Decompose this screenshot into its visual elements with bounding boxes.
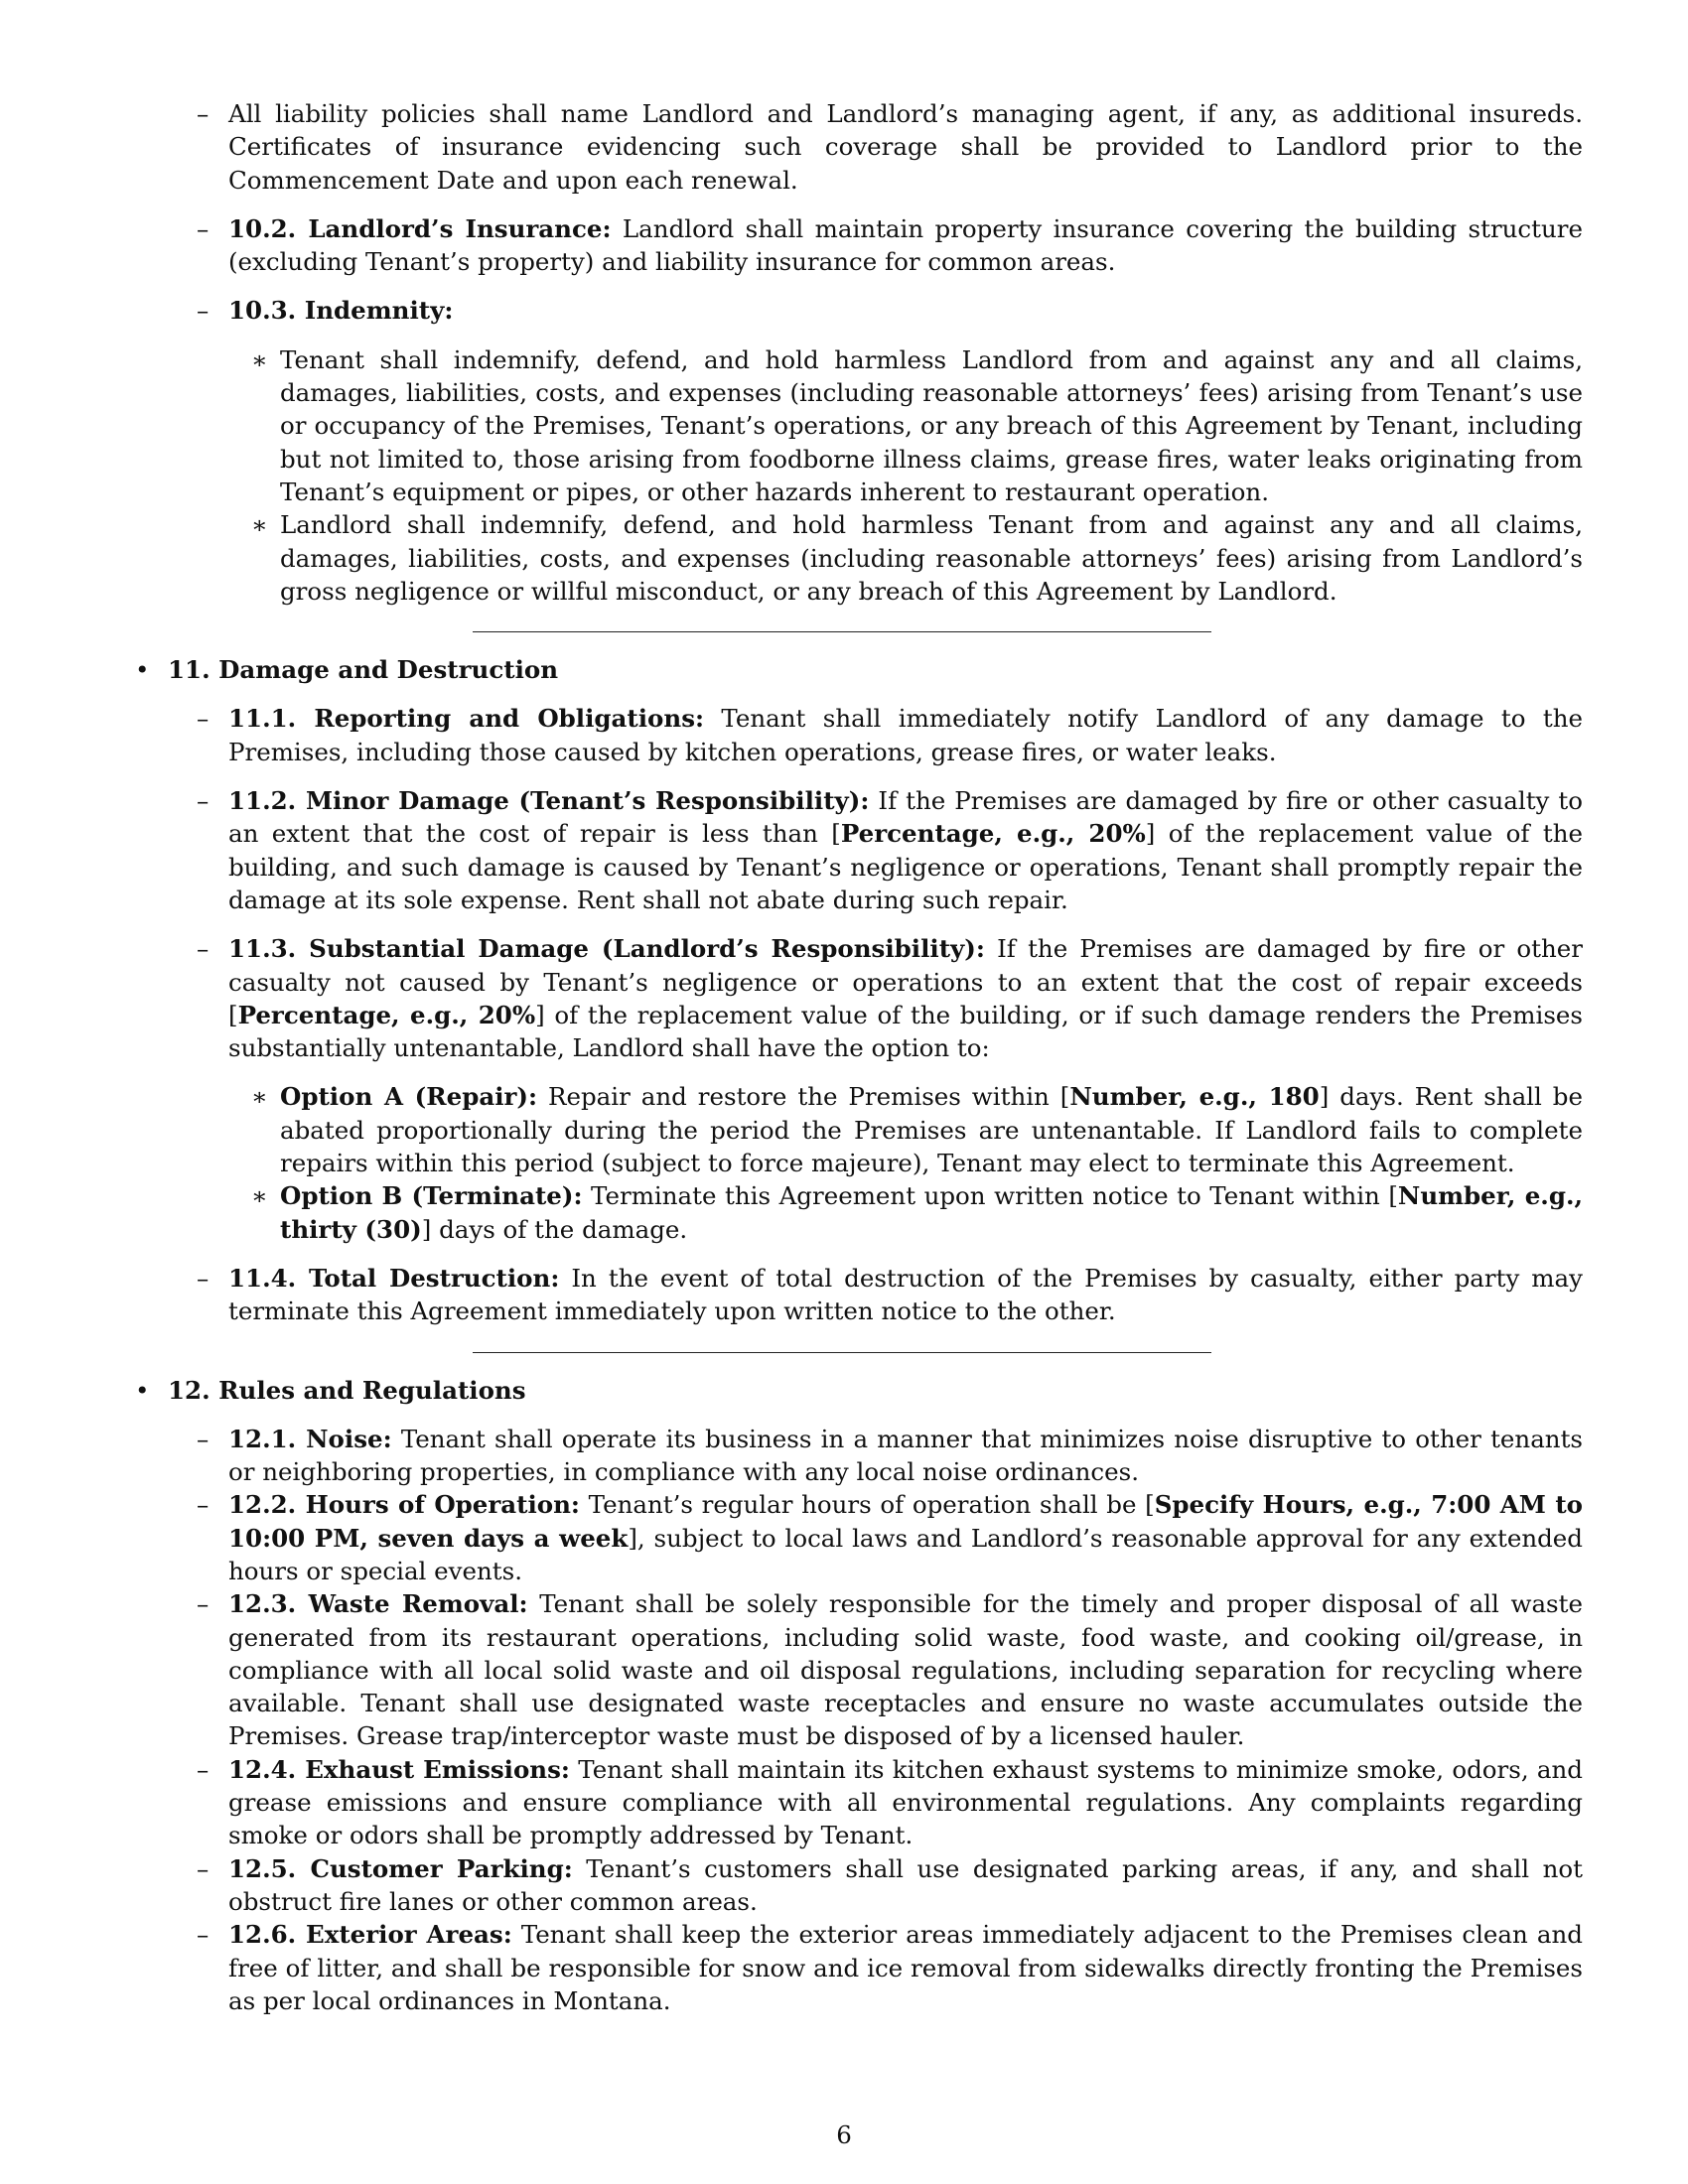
clause-label-11-4: 11.4. Total Destruction: [228, 1263, 560, 1293]
dash-marker: – [197, 1424, 210, 1453]
clause-label-11-3: 11.3. Substantial Damage (Landlord’s Responsibility): [228, 934, 985, 964]
dash-marker: – [197, 786, 210, 816]
section-title-11: 11. Damage and Destruction [168, 655, 559, 685]
clause-text-12-3: Tenant shall be solely responsible for the timely and proper disposal of all waste generated from its restaurant operations, including solid waste, food waste, and cooking oil/grease, in compliance with all local solid waste and oil disposal regulations, including separation for recycling where available. Tenant shall use designated waste receptacles and ensure no waste accumulates outside the Premises. Grease trap/interceptor waste must be disposed of by a licensed hauler. [228, 1589, 1583, 1751]
section-heading-12 [135, 1374, 1583, 1407]
section-title-12: 12. Rules and Regulations [168, 1375, 526, 1405]
list-item-11-2 [135, 784, 1583, 916]
dash-marker: – [197, 1490, 210, 1520]
list-item-12-1 [135, 1423, 1583, 1489]
option-a-label: Option A (Repair): [280, 1082, 538, 1112]
additional-insureds-text: All liability policies shall name Landlord and Landlord’s managing agent, if any, as additional insureds. Certificates of insurance evidencing such coverage shall be provided to Landlord prior to the Commencement Date and upon each renewal. [228, 99, 1583, 195]
placeholder-11-2: Percentage, e.g., 20% [840, 819, 1146, 849]
clause-text-10-2: Landlord shall maintain property insurance covering the building structure (excluding Tenant’s property) and liability insurance for common areas. [228, 213, 1583, 277]
list-item-12-2 [135, 1488, 1583, 1587]
clause-label-12-1: 12.1. Noise: [228, 1424, 392, 1453]
dash-marker: – [197, 1920, 210, 1950]
option-b-label: Option B (Terminate): [280, 1181, 583, 1211]
option-b-item [135, 1179, 1583, 1246]
bullet-marker: • [135, 1375, 150, 1405]
option-b-placeholder: Number, e.g., thirty (30) [280, 1181, 1584, 1244]
clause-label-12-2: 12.2. Hours of Operation: [228, 1490, 580, 1520]
clause-text-11-3a: If the Premises are damaged by fire or other casualty not caused by Tenant’s negligence or operations to an extent that the cost of repair exceeds [ [228, 934, 1583, 1029]
list-item-11-4 [135, 1262, 1583, 1328]
clause-label-12-3: 12.3. Waste Removal: [228, 1589, 528, 1619]
dash-marker: – [197, 704, 210, 734]
star-marker: ∗ [251, 1181, 268, 1211]
clause-text-11-2a: If the Premises are damaged by fire or other casualty to an extent that the cost of repair is less than [ [228, 786, 1583, 849]
star-marker: ∗ [251, 1082, 268, 1112]
list-item-12-6 [135, 1918, 1583, 2017]
section-divider [473, 1352, 1211, 1353]
document-body [135, 97, 1583, 2017]
dash-marker: – [197, 1754, 210, 1784]
dash-marker: – [197, 296, 210, 326]
clause-text-12-1: Tenant shall operate its business in a manner that minimizes noise disruptive to other tenants or neighboring properties, in compliance with any local noise ordinances. [228, 1424, 1583, 1487]
clause-text-12-2a: Tenant’s regular hours of operation shall be [ [579, 1490, 1155, 1520]
option-a-item [135, 1080, 1583, 1179]
dash-marker: – [197, 1853, 210, 1883]
dash-marker: – [197, 1263, 210, 1293]
list-item-12-4 [135, 1753, 1583, 1852]
bullet-marker: • [135, 655, 150, 685]
clause-label-11-2: 11.2. Minor Damage (Tenant’s Responsibility): [228, 786, 870, 816]
option-a-placeholder: Number, e.g., 180 [1069, 1082, 1320, 1112]
page-number: 6 [836, 2120, 852, 2149]
option-a-text-a: Repair and restore the Premises within [ [537, 1082, 1070, 1112]
clause-text-11-3b: ] of the replacement value of the building, or if such damage renders the Premises substantially untenantable, Landlord shall have the option to: [228, 1000, 1583, 1063]
dash-marker: – [197, 1589, 210, 1619]
indemnity-tenant-item [135, 343, 1583, 508]
list-item-12-3 [135, 1587, 1583, 1752]
clause-label-10-2: 10.2. Landlord’s Insurance: [228, 213, 612, 243]
indemnity-landlord-text: Landlord shall indemnify, defend, and hold harmless Tenant from and against any and all claims, damages, liabilities, costs, and expenses (including reasonable attorneys’ fees) arising from Landlord’s gross negligence or willful misconduct, or any breach of this Agreement by Landlord. [280, 510, 1583, 606]
indemnity-landlord-item [135, 508, 1583, 608]
list-item-12-5 [135, 1852, 1583, 1919]
option-b-text-a: Terminate this Agreement upon written notice to Tenant within [ [582, 1181, 1398, 1211]
dash-marker: – [197, 213, 210, 243]
clause-label-11-1: 11.1. Reporting and Obligations: [228, 704, 705, 734]
clause-text-12-5: Tenant’s customers shall use designated parking areas, if any, and shall not obstruct fire lanes or other common areas. [228, 1853, 1583, 1916]
clause-text-12-2b: ], subject to local laws and Landlord’s reasonable approval for any extended hours or special events. [228, 1523, 1583, 1585]
clause-text-12-6: Tenant shall keep the exterior areas immediately adjacent to the Premises clean and free of litter, and shall be responsible for snow and ice removal from sidewalks directly fronting the Premises as per local ordinances in Montana. [228, 1920, 1583, 2015]
list-item-additional-insureds [135, 97, 1583, 197]
placeholder-12-2: Specify Hours, e.g., 7:00 AM to 10:00 PM, seven days a week [228, 1490, 1583, 1553]
option-a-text-b: ] days. Rent shall be abated proportionally during the period the Premises are untenantable. If Landlord fails to complete repairs within this period (subject to force majeure), Tenant may elect to terminate this Agreement. [280, 1082, 1583, 1178]
dash-marker: – [197, 934, 210, 964]
section-heading-11 [135, 653, 1583, 686]
list-item-11-1 [135, 702, 1583, 768]
placeholder-11-3: Percentage, e.g., 20% [237, 1000, 536, 1029]
clause-text-11-2b: ] of the replacement value of the building, and such damage is caused by Tenant’s negligence or operations, Tenant shall promptly repair the damage at its sole expense. Rent shall not abate during such repair. [228, 819, 1583, 914]
section-divider [473, 631, 1211, 632]
clause-label-12-4: 12.4. Exhaust Emissions: [228, 1754, 570, 1784]
star-marker: ∗ [251, 344, 268, 374]
clause-label-12-6: 12.6. Exterior Areas: [228, 1920, 512, 1950]
list-item-11-3 [135, 932, 1583, 1064]
star-marker: ∗ [251, 510, 268, 540]
option-b-text-b: ] days of the damage. [421, 1214, 688, 1244]
clause-text-11-4: In the event of total destruction of the Premises by casualty, either party may terminate this Agreement immediately upon written notice to the other. [228, 1263, 1583, 1326]
clause-text-11-1: Tenant shall immediately notify Landlord of any damage to the Premises, including those caused by kitchen operations, grease fires, or water leaks. [228, 704, 1583, 766]
clause-label-12-5: 12.5. Customer Parking: [228, 1853, 573, 1883]
clause-label-10-3: 10.3. Indemnity: [228, 296, 454, 326]
clause-text-12-4: Tenant shall maintain its kitchen exhaust systems to minimize smoke, odors, and grease emissions and ensure compliance with all environmental regulations. Any complaints regarding smoke or odors shall be promptly addressed by Tenant. [228, 1754, 1583, 1850]
list-item-10-3 [135, 294, 1583, 327]
dash-marker: – [197, 99, 210, 128]
indemnity-tenant-text: Tenant shall indemnify, defend, and hold harmless Landlord from and against any and all claims, damages, liabilities, costs, and expenses (including reasonable attorneys’ fees) arising from Tenant’s use or occupancy of the Premises, Tenant’s operations, or any breach of this Agreement by Tenant, including but not limited to, those arising from foodborne illness claims, grease fires, water leaks originating from Tenant’s equipment or pipes, or other hazards inherent to restaurant operation. [280, 344, 1583, 506]
list-item-10-2 [135, 212, 1583, 279]
